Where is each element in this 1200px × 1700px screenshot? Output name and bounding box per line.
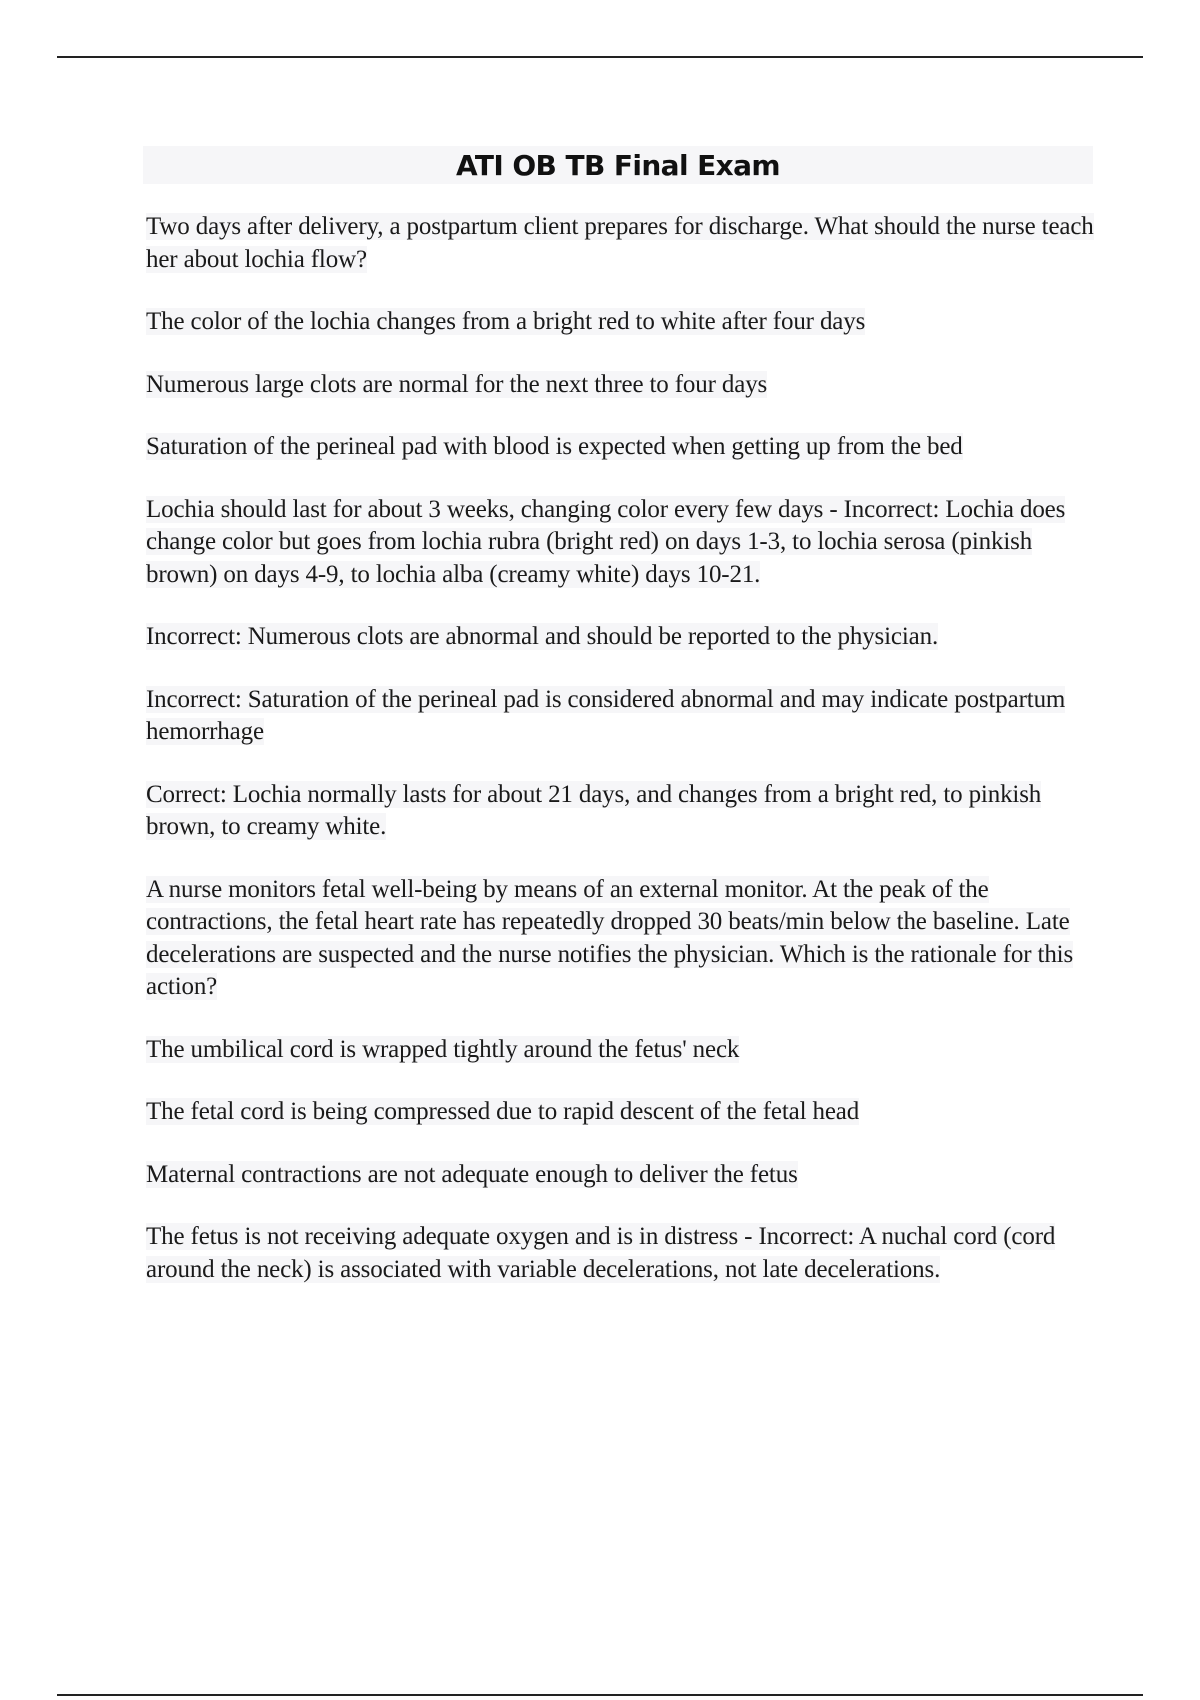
question-2-stem: A nurse monitors fetal well-being by means of an external monitor. At the peak of the contractions, the fetal heart rate has repeatedly dropped 30 beats/min below the baseline. Late decelerations are suspected and the nurse notifies the physician. Which is the rationale for this action?: [146, 875, 1074, 1000]
title-band: [143, 146, 1093, 184]
question-1-option-1: The color of the lochia changes from a bright red to white after four days: [146, 308, 866, 335]
document-body: [146, 211, 1096, 1316]
header-rule: [57, 56, 1143, 58]
question-2-option-2: The fetal cord is being compressed due to rapid descent of the fetal head: [146, 1098, 860, 1125]
question-2-option-3: Maternal contractions are not adequate enough to deliver the fetus: [146, 1160, 798, 1188]
question-1-option-2: Numerous large clots are normal for the next three to four days: [146, 370, 768, 398]
footer-rule: [57, 1694, 1143, 1696]
question-1-stem: Two days after delivery, a postpartum client prepares for discharge. What should the nurse teach her about lochia flow?: [146, 213, 1094, 273]
question-1-explanation-clots: Incorrect: Numerous clots are abnormal and should be reported to the physician.: [146, 623, 939, 650]
document-title: ATI OB TB Final Exam: [455, 148, 780, 182]
question-1-option-4-explanation: Lochia should last for about 3 weeks, changing color every few days - Incorrect: Lochia does change color but goes from lochia rubra (bright red) on days 1-3, to lochia serosa (pinkish brown) on days 4-9, to lochia alba (creamy white) days 10-21.: [146, 495, 1066, 588]
question-1-option-3: Saturation of the perineal pad with blood is expected when getting up from the bed: [146, 433, 963, 460]
question-2-option-1: The umbilical cord is wrapped tightly around the fetus' neck: [146, 1035, 740, 1063]
question-2-option-4-explanation: The fetus is not receiving adequate oxygen and is in distress - Incorrect: A nuchal cord (cord around the neck) is associated with variable decelerations, not late decelerations.: [146, 1223, 1056, 1283]
question-1-explanation-saturation: Incorrect: Saturation of the perineal pad is considered abnormal and may indicate postpartum hemorrhage: [146, 685, 1066, 745]
question-1-correct-answer: Correct: Lochia normally lasts for about 21 days, and changes from a bright red, to pinkish brown, to creamy white.: [146, 780, 1042, 840]
